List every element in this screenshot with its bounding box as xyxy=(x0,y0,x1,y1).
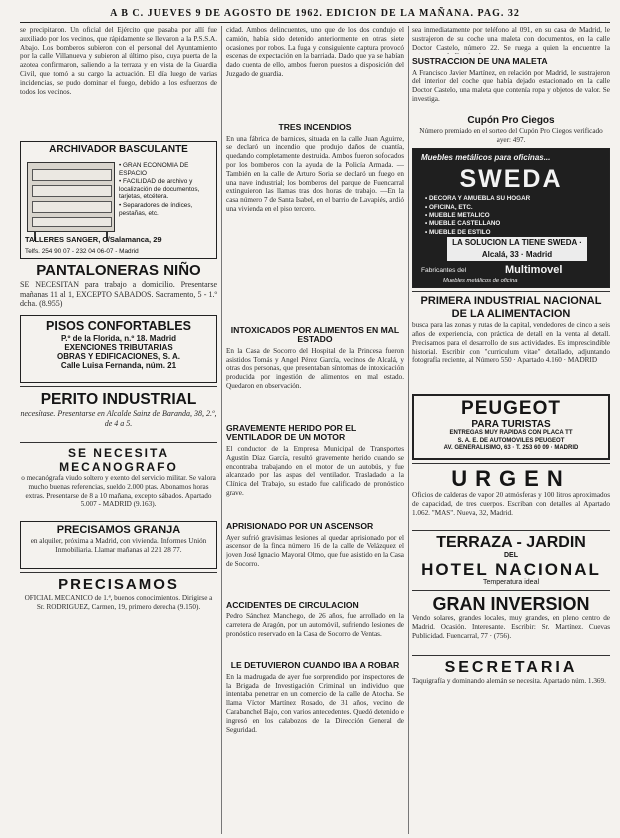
column-3 xyxy=(412,26,610,834)
multimovel-logo: Multimovel xyxy=(505,264,563,277)
pantaloneras-ad xyxy=(20,262,217,310)
gran-inversion-ad xyxy=(412,594,610,652)
precisamos-title: PRECISAMOS xyxy=(58,576,179,593)
sweda-ad xyxy=(412,148,610,288)
secretaria-title: SECRETARIA xyxy=(444,659,578,677)
pantaloneras-body: SE NECESITAN para trabajo a domicilio. Presentarse mañanas 11 al 1, EXCEPTO SABADOS. Sacramento, 5 - 1.º dcha. (8.955) xyxy=(20,280,217,309)
tres-incendios-heading: TRES INCENDIOS xyxy=(278,122,352,132)
primera-body: busca para las zonas y rutas de la capital, vendedores de cinco a seis años de experiencia, con práctica de detall en la venta al detall. Precisamos para el desarrollo de sus actividades. Es imprescindible historial. Escribir con "curriculum vitae" detallado, adjuntando fotografía reciente, al Número 550 · Apartado 4.160 · MADRID xyxy=(412,321,610,365)
archivador-maker: TALLERES SANGER, C/Salamanca, 29 xyxy=(25,235,162,244)
accidentes-body: Pedro Sánchez Manchego, de 26 años, fue arrollado en la carretera de Aragón, por un automóvil, sufriendo lesiones de pronóstico reservado en la Casa de Socorro de Ventas. xyxy=(226,612,404,638)
primera-industrial-ad xyxy=(412,295,610,391)
urgen-title: URGEN xyxy=(451,466,571,492)
archivador-phone: Telfs. 254 90 07 - 232 04 06-07 - Madrid xyxy=(25,248,139,255)
granja-body: en alquiler, próxima a Madrid, con vivienda. Informes Unión Inmobiliaria. Llamar mañanas al 221 28 77. xyxy=(30,537,207,554)
hotel-name: HOTEL NACIONAL xyxy=(421,560,601,580)
sweda-fab: Fabricantes del xyxy=(421,267,467,275)
page-header: A B C. JUEVES 9 DE AGOSTO DE 1962. EDICION DE LA MAÑANA. PAG. 32 xyxy=(110,8,520,19)
terraza-title: TERRAZA - JARDIN xyxy=(436,534,586,552)
detuvieron-body: En la madrugada de ayer fue sorprendido por inspectores de la Brigada de Investigación Criminal un individuo que intentaba penetrar en un comercio de la calle de Atocha. Se llama Víctor Martínez Rosado, de 31 años, vecino de Carabanchel Bajo, con varios antecedentes. Quedó detenido e ingresó en los calabozos de la Dirección General de Seguridad. xyxy=(226,672,404,734)
header-rule xyxy=(20,22,610,23)
sustraccion-heading: SUSTRACCION DE UNA MALETA xyxy=(412,56,548,66)
sustraccion-body: A Francisco Javier Martínez, en relación por Madrid, le sustrajeron del interior del coche que había dejado estacionado en la calle Doctor Castelo, una maleta que contenía ropa y objetos de valor. Se investiga. xyxy=(412,68,610,103)
archivador-title: ARCHIVADOR BASCULANTE xyxy=(49,144,188,155)
gran-title: GRAN INVERSION xyxy=(432,594,590,615)
gravemente-body: El conductor de la Empresa Municipal de Transportes Agustín Díaz García, resultó gravemente herido cuando se encontraba trabajando en el motor de un autobús, y fue alcanzado por las aspas del ventilador. Trasladado a la Clínica del Trabajo, su estado fue calificado de pronóstico grave. xyxy=(226,444,404,497)
peugeot-sub: PARA TURISTAS xyxy=(471,419,551,431)
gran-body: Vendo solares, grandes locales, muy grandes, en pleno centro de Madrid. Ocasión. Interesante. Escribir: Sr. Martínez. Cuevas Publicidad. Fuencarral, 77 · (756). xyxy=(412,614,610,640)
aprisionado-heading: APRISIONADO POR UN ASCENSOR xyxy=(226,520,374,531)
accidentes-heading: ACCIDENTES DE CIRCULACION xyxy=(226,599,359,610)
precisamos-ad xyxy=(20,576,217,622)
archivador-ad xyxy=(20,141,217,259)
sweda-brand: SWEDA xyxy=(459,165,563,194)
granja-title: PRECISAMOS GRANJA xyxy=(56,524,181,536)
mecanografo-title-2: MECANOGRAFO xyxy=(59,460,178,474)
sweda-features: • DECORA Y AMUEBLA SU HOGAR • OFICINA, ETC. • MUEBLE METALICO • MUEBLE CASTELLANO • MUEBLE DE ESTILO xyxy=(425,195,531,236)
col2-intro-text: cidad. Ambos delincuentes, uno que de los dos condujo el camión, había sido detenido anteriormente en otras siete ocasiones por robos. La fuga y consiguiente captura provocó escenas de expectación en la barriada. Dado que ya se habían dado cuenta de ello, ambos fueron puestos a disposición del Juzgado de guardia. xyxy=(226,26,404,78)
column-divider-2 xyxy=(408,26,409,834)
intoxicados-body: En la Casa de Socorro del Hospital de la Princesa fueron asistidos Tomás y Angel Pérez García, vecinos de Alcalá, y otras dos personas, que presentaban síntomas de intoxicación producida por ingestión de alimentos en mal estado. Quedaron en observación. xyxy=(226,346,404,390)
mecanografo-title-1: SE NECESITA xyxy=(67,446,170,460)
mecanografo-body: o mecanógrafa viudo soltero y exento del servicio militar. Se valora mucho buenas referencias, sueldo 2.000 ptas. Abonamos horas extras. Presentarse de 8 a 10 mañana, excepto sábados. Apartado 5.007 - MADRID (9.163). xyxy=(21,474,216,509)
cabinet-illustration xyxy=(27,162,115,232)
granja-ad xyxy=(20,521,217,569)
column-1 xyxy=(20,26,217,834)
secretaria-ad xyxy=(412,659,610,697)
primera-title: PRIMERA INDUSTRIAL NACIONAL DE LA ALIMENTACION xyxy=(420,295,602,321)
sweda-solution-box: LA SOLUCION LA TIENE SWEDA · Alcalá, 33 · Madrid xyxy=(447,237,587,261)
peugeot-brand: PEUGEOT xyxy=(461,398,561,420)
column-2 xyxy=(226,26,404,834)
mecanografo-ad xyxy=(20,446,217,518)
gravemente-heading: GRAVEMENTE HERIDO POR EL VENTILADOR DE UN MOTOR xyxy=(226,422,357,443)
cupon-heading: Cupón Pro Ciegos xyxy=(467,114,555,126)
intoxicados-heading: INTOXICADOS POR ALIMENTOS EN MAL ESTADO xyxy=(230,324,400,345)
peugeot-ad: PEUGEOT PARA TURISTAS ENTREGAS MUY RAPIDAS CON PLACA TT S. A. E. DE AUTOMOVILES PEUGEOT AV. GENERALISIMO, 63 · T. 253 60 09 · MADRID xyxy=(412,394,610,460)
tres-incendios-body: En una fábrica de barnices, situada en la calle Juan Aguirre, se declaró un incendio que produjo daños de cuantía, quedando completamente destruida. Ambos fueron sofocados por los bomberos con la ayuda de la Policía Armada. —También en la calle de Arturo Soria se declaró un fuego en una nave industrial; los bomberos del parque de Fuencarral extinguieron las llamas tras dos horas de trabajo. —En la casa número 7 de Santa Isabel, en el barrio de Lavapiés, ardió una vivienda en el piso tercero. xyxy=(226,134,404,213)
col3-intro-text: sea inmediatamente por teléfono al 091, en su casa de Madrid, le sustrajeron de su coche una maleta con documentos, en la calle Doctor Castelo, número 22. Se ruega a quien la encuentre la xyxy=(412,26,610,52)
perito-ad xyxy=(20,390,217,439)
pisos-ad: PISOS CONFORTABLES P.º de la Florida, n.º 18. Madrid EXENCIONES TRIBUTARIAS OBRAS Y EDIFICACIONES, S. A. Calle Luisa Fernanda, núm. 21 xyxy=(20,315,217,383)
archivador-features: • GRAN ECONOMIA DE ESPACIO • FACILIDAD de archivo y localización de documentos, tarjetas, etcétera. • Separadores de índices, pestañas, etc. xyxy=(119,162,200,217)
urgen-body: Oficios de calderas de vapor 20 atmósferas y 100 litros aproximados de capacidad, de tres cuerpos. Escriban con detalles al Apartado 1.062. "MAS". Nueva, 32, Madrid. xyxy=(412,491,610,517)
precisamos-body: OFICIAL MECANICO de 1.ª, buenos conocimientos. Dirigirse a Sr. RODRIGUEZ, Carmen, 19, primero derecha (9.150). xyxy=(24,594,213,611)
sweda-tagline: Muebles metálicos para oficinas... xyxy=(421,153,551,163)
aprisionado-body: Ayer sufrió gravísimas lesiones al quedar aprisionado por el ascensor de la finca número 16 de la calle de Velázquez el joven José Ignacio Mayoral Olmo, que fue asistido en la Casa de Socorro. xyxy=(226,533,404,568)
detuvieron-heading: LE DETUVIERON CUANDO IBA A ROBAR xyxy=(230,660,400,671)
perito-title: PERITO INDUSTRIAL xyxy=(40,391,197,408)
perito-body: necesítase. Presentarse en Alcalde Sainz de Baranda, 38, 2.º, de 4 a 5. xyxy=(20,409,217,428)
terraza-ad: TERRAZA - JARDIN DEL HOTEL NACIONAL Temperatura ideal xyxy=(412,534,610,587)
cupon-body: Número premiado en el sorteo del Cupón Pro Ciegos verificado ayer: 497. xyxy=(419,127,603,144)
column-divider-1 xyxy=(221,26,222,834)
col1-intro-text: se precipitaron. Un oficial del Ejército que pasaba por allí fue auxiliado por los vecinos, que rápidamente se llevaron a la P.S.S.A. Abajo. Los bomberos subieron con el personal del Ayuntamiento por la calle Villanueva y subieron al último piso, cuya puerta de la azotea confirmaron, saliendo a la terraza y en vista de la Guardia Civil, que tomó a su cargo la actuación. El día luego de varias incidencias, se pudo dominar el fuego, debido a los esfuerzos de todos los vecinos. xyxy=(20,26,217,96)
sweda-foot: Muebles metálicos de oficina xyxy=(443,278,518,285)
pisos-title: PISOS CONFORTABLES xyxy=(46,319,191,333)
pantaloneras-title: PANTALONERAS NIÑO xyxy=(36,262,201,279)
urgen-ad xyxy=(412,467,610,527)
secretaria-body: Taquigrafía y dominando alemán se necesita. Apartado núm. 1.369. xyxy=(412,677,606,686)
